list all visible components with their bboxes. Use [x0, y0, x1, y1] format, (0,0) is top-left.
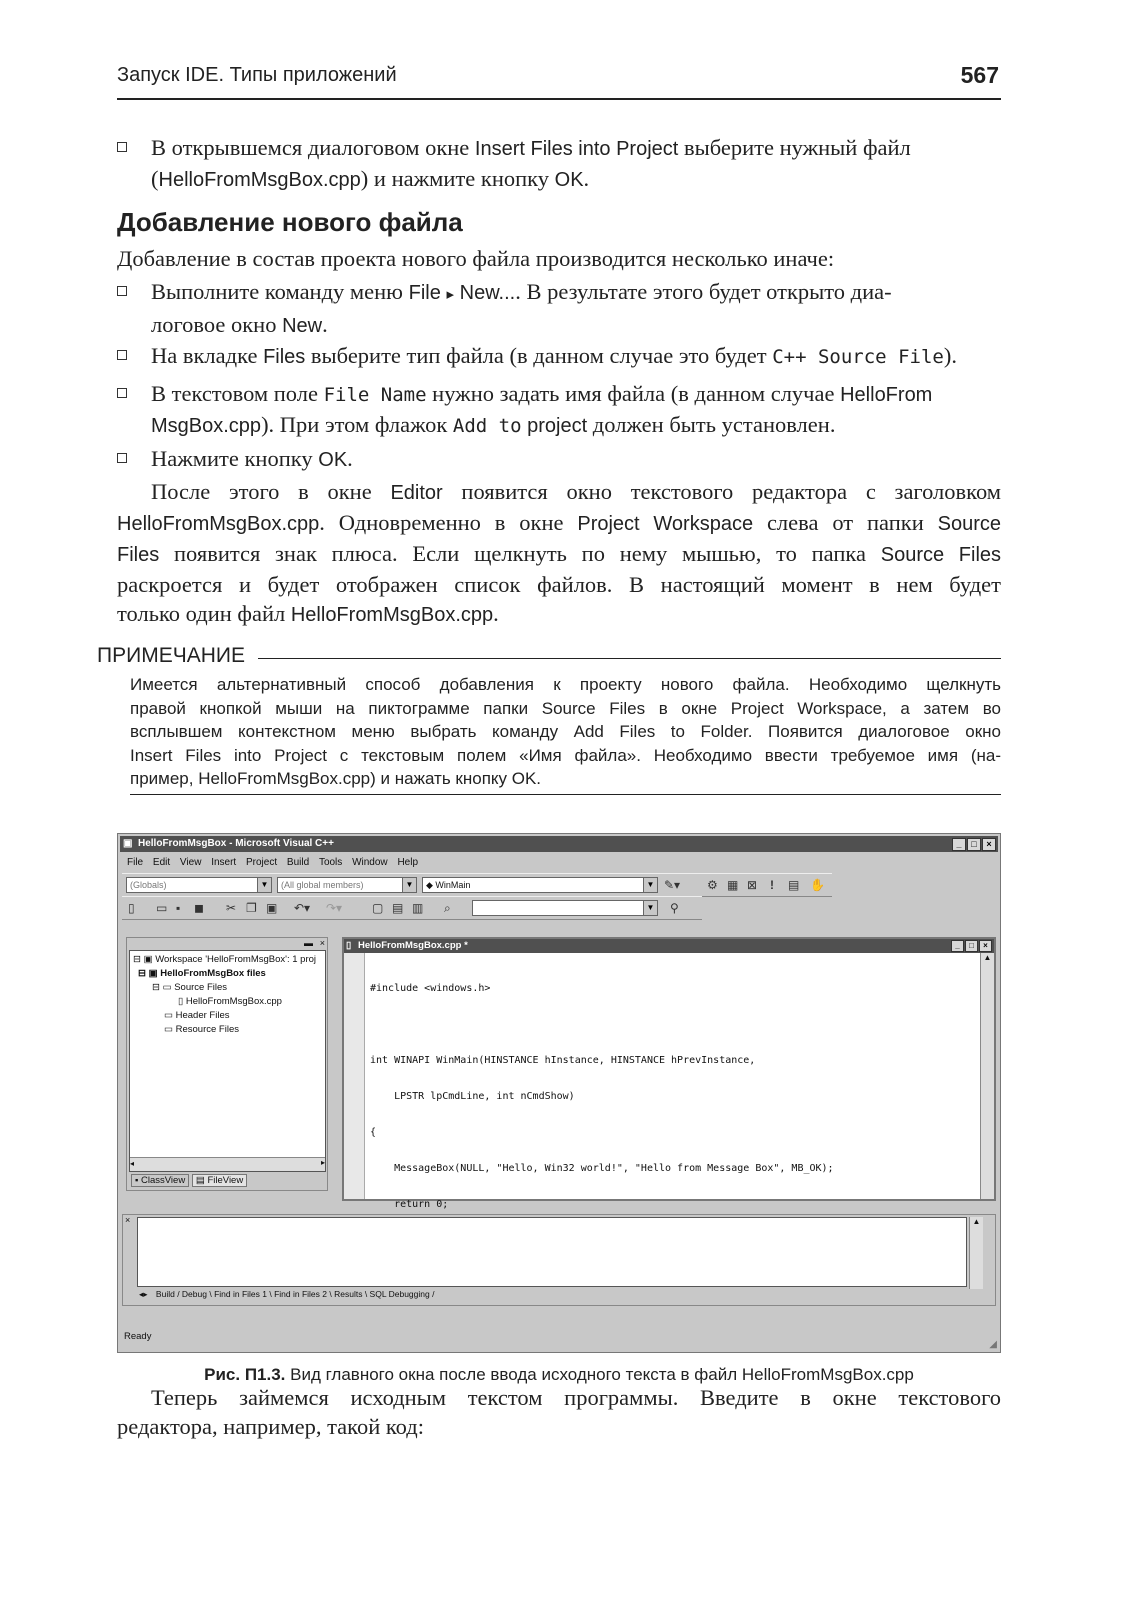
- menu-project[interactable]: Project: [246, 857, 278, 868]
- wand-icon[interactable]: ✎▾: [664, 878, 681, 892]
- bullet-file-new: Выполните команду меню File ▸ New.... В результате этого будет открыто диа- логовое окно New.: [117, 277, 1001, 341]
- open-icon[interactable]: ▭: [156, 901, 168, 915]
- editor-vertical-scrollbar[interactable]: ▲: [980, 953, 994, 1199]
- bullet-file-name: В текстовом поле File Name нужно задать имя файла (в данном случае HelloFrom MsgBox.cpp). При этом флажок Add to project должен быть установлен.: [117, 379, 1001, 441]
- undo-icon[interactable]: ↶▾: [294, 901, 311, 915]
- tree-item-resource-files[interactable]: ▭ Resource Files: [164, 1024, 239, 1035]
- checkbox-bullet-icon: [117, 453, 127, 463]
- menu-insert[interactable]: Insert: [211, 857, 237, 868]
- breakpoint-icon[interactable]: ✋: [810, 878, 825, 892]
- note-bottom-divider: [130, 794, 1001, 795]
- binoculars-icon[interactable]: ⚲: [670, 901, 679, 915]
- standard-toolbar: [122, 896, 702, 920]
- checkbox-bullet-icon: [117, 142, 127, 152]
- output-tabs: ◂▸ Build / Debug \ Find in Files 1 \ Find in Files 2 \ Results \ SQL Debugging /: [139, 1289, 435, 1299]
- maximize-icon[interactable]: □: [967, 838, 981, 851]
- tree-item-project[interactable]: ⊟ ▣ HelloFromMsgBox files: [138, 968, 266, 979]
- note-divider: [258, 658, 1001, 659]
- editor-minimize-icon[interactable]: _: [951, 940, 964, 952]
- wizard-toolbar: [122, 873, 832, 897]
- header-title: Запуск IDE. Типы приложений: [117, 64, 397, 86]
- scroll-left-icon[interactable]: ◂▸: [139, 1289, 148, 1299]
- bullet-insert-files: В открывшемся диалоговом окне Insert Files into Project выберите нужный файл (HelloFromMsgBox.cpp) и нажмите кнопку OK.: [117, 133, 1001, 195]
- checkbox-bullet-icon: [117, 350, 127, 360]
- paste-icon[interactable]: ▣: [266, 901, 278, 915]
- page-number: 567: [960, 62, 999, 88]
- figure-caption: Рис. П1.3. Вид главного окна после ввода исходного текста в файл HelloFromMsgBox.cpp: [204, 1365, 914, 1384]
- bullet-press-ok: Нажмите кнопку OK.: [117, 444, 1001, 475]
- section-title: Добавление нового файла: [117, 207, 463, 237]
- bullet-files-tab: На вкладке Files выберите тип файла (в данном случае это будет C++ Source File).: [117, 341, 1001, 372]
- editor-window: [342, 937, 996, 1210]
- tab-build[interactable]: Build: [155, 1289, 175, 1299]
- running-header: [117, 62, 1001, 100]
- tab-find-in-files-2[interactable]: Find in Files 2: [274, 1289, 328, 1299]
- checkbox-bullet-icon: [117, 388, 127, 398]
- file-tree: [129, 950, 326, 1172]
- note-label: ПРИМЕЧАНИЕ: [97, 644, 245, 667]
- function-combo[interactable]: ◆ WinMain ▼: [422, 877, 658, 893]
- menu-view[interactable]: View: [179, 857, 202, 868]
- menu-file[interactable]: File: [127, 857, 144, 868]
- find-in-files-icon[interactable]: ⌕: [444, 901, 451, 915]
- tree-item-workspace[interactable]: ⊟ ▣ Workspace 'HelloFromMsgBox': 1 proj: [133, 954, 316, 965]
- workspace-close-icon[interactable]: ×: [319, 938, 325, 948]
- output-close-icon[interactable]: ×: [125, 1215, 131, 1225]
- redo-icon[interactable]: ↷▾: [326, 901, 343, 915]
- resize-grip-icon[interactable]: ◢: [989, 1339, 997, 1350]
- window-titlebar: [120, 836, 998, 852]
- minimize-icon[interactable]: _: [952, 838, 966, 851]
- editor-maximize-icon[interactable]: □: [965, 940, 978, 952]
- tab-classview[interactable]: ▪ ClassView: [131, 1174, 189, 1187]
- tab-results[interactable]: Results: [334, 1289, 363, 1299]
- chevron-down-icon: ▼: [402, 878, 416, 892]
- editor-paragraph: После этого в окне Editor появится окно текстового редактора с заголовком HelloFromMsgBox.cpp. Одновременно в окне Project Workspace слева от папки Source Files появится знак плюса. Если щелкнуть по нему мышью, то папка Source Files раскроется и будет отображен список файлов. В настоящий момент в нем будет только один файл HelloFromMsgBox.cpp.: [117, 479, 1002, 626]
- save-all-icon[interactable]: ◼: [194, 901, 204, 915]
- save-icon[interactable]: ▪: [176, 901, 181, 915]
- compile-icon[interactable]: ⚙: [707, 878, 718, 892]
- note-text: Имеется альтернативный способ добавления к проекту нового файла. Необходимо щелкнуть правой кнопкой мыши на пиктограмме папки Source Files в окне Project Workspace, а затем во всплывшем контекстном меню выбрать команду Add Files to Folder. Появится диалоговое окно Insert Files into Project с текстовым полем «Имя файла». Необходимо ввести требуемое имя (на- пример, HelloFromMsgBox.cpp) и нажать кнопку OK.: [130, 675, 1001, 788]
- horizontal-scrollbar[interactable]: ◂ ▸: [130, 1157, 325, 1171]
- close-icon[interactable]: ×: [982, 838, 996, 851]
- execute-icon[interactable]: !: [770, 878, 774, 892]
- copy-icon[interactable]: ❐: [246, 901, 257, 915]
- windows-list-icon[interactable]: ▥: [412, 901, 424, 915]
- menu-bar: [120, 854, 998, 872]
- go-icon[interactable]: ▤: [788, 878, 800, 892]
- chevron-down-icon: ▼: [643, 901, 657, 915]
- tab-find-in-files-1[interactable]: Find in Files 1: [214, 1289, 267, 1299]
- workspace-panel: [126, 937, 328, 1191]
- tree-item-header-files[interactable]: ▭ Header Files: [164, 1010, 230, 1021]
- status-bar-text: Ready: [124, 1331, 152, 1342]
- dock-icon[interactable]: ▬: [304, 938, 313, 948]
- new-file-icon[interactable]: ▯: [128, 901, 135, 915]
- build-icon[interactable]: ▦: [727, 878, 739, 892]
- find-combo[interactable]: [472, 900, 658, 916]
- globals-combo[interactable]: (Globals) ▼: [126, 877, 272, 893]
- document-icon: ▯: [346, 940, 352, 951]
- code-area[interactable]: #include <windows.h> int WINAPI WinMain(HINSTANCE hInstance, HINSTANCE hPrevInstance, LPSTR lpCmdLine, int nCmdShow) { MessageBox(NULL, "Hello, Win32 world!", "Hello from Message Box", MB_OK); return 0;: [370, 983, 834, 1210]
- output-icon[interactable]: ▤: [392, 901, 404, 915]
- chevron-down-icon: ▼: [257, 878, 271, 892]
- intro-paragraph: Добавление в состав проекта нового файла производится несколько иначе:: [117, 246, 835, 271]
- checkbox-bullet-icon: [117, 286, 127, 296]
- editor-titlebar: ▯ HelloFromMsgBox.cpp * _ □ ×: [344, 939, 994, 953]
- ide-screenshot: [117, 833, 1001, 1353]
- app-icon: ▣: [123, 838, 133, 849]
- output-vertical-scrollbar[interactable]: ▲: [969, 1217, 983, 1289]
- arrow-icon: ▸: [446, 287, 455, 303]
- members-combo[interactable]: (All global members) ▼: [277, 877, 417, 893]
- output-text-area[interactable]: [137, 1217, 967, 1287]
- tab-fileview[interactable]: ▤ FileView: [192, 1174, 247, 1187]
- tab-sql-debugging[interactable]: SQL Debugging: [369, 1289, 430, 1299]
- cut-icon[interactable]: ✂: [226, 901, 237, 915]
- editor-close-icon[interactable]: ×: [979, 940, 992, 952]
- menu-help[interactable]: Help: [397, 857, 419, 868]
- window-title: HelloFromMsgBox - Microsoft Visual C++: [138, 838, 334, 849]
- stop-build-icon[interactable]: ⊠: [747, 878, 758, 892]
- workspace-icon[interactable]: ▢: [372, 901, 384, 915]
- output-window: [122, 1214, 996, 1306]
- menu-tools[interactable]: Tools: [318, 857, 343, 868]
- menu-window[interactable]: Window: [352, 857, 388, 868]
- menu-build[interactable]: Build: [286, 857, 310, 868]
- menu-edit[interactable]: Edit: [152, 857, 171, 868]
- tree-item-cpp-file[interactable]: ▯ HelloFromMsgBox.cpp: [178, 996, 282, 1007]
- workspace-tabs: [131, 1175, 247, 1186]
- tab-debug[interactable]: Debug: [181, 1289, 207, 1299]
- closing-paragraph: Теперь займемся исходным текстом программы. Введите в окне текстового редактора, например, такой код:: [117, 1385, 1001, 1439]
- editor-gutter: [344, 953, 365, 1199]
- chevron-down-icon: ▼: [643, 878, 657, 892]
- tree-item-source-files[interactable]: ⊟ ▭ Source Files: [152, 982, 228, 993]
